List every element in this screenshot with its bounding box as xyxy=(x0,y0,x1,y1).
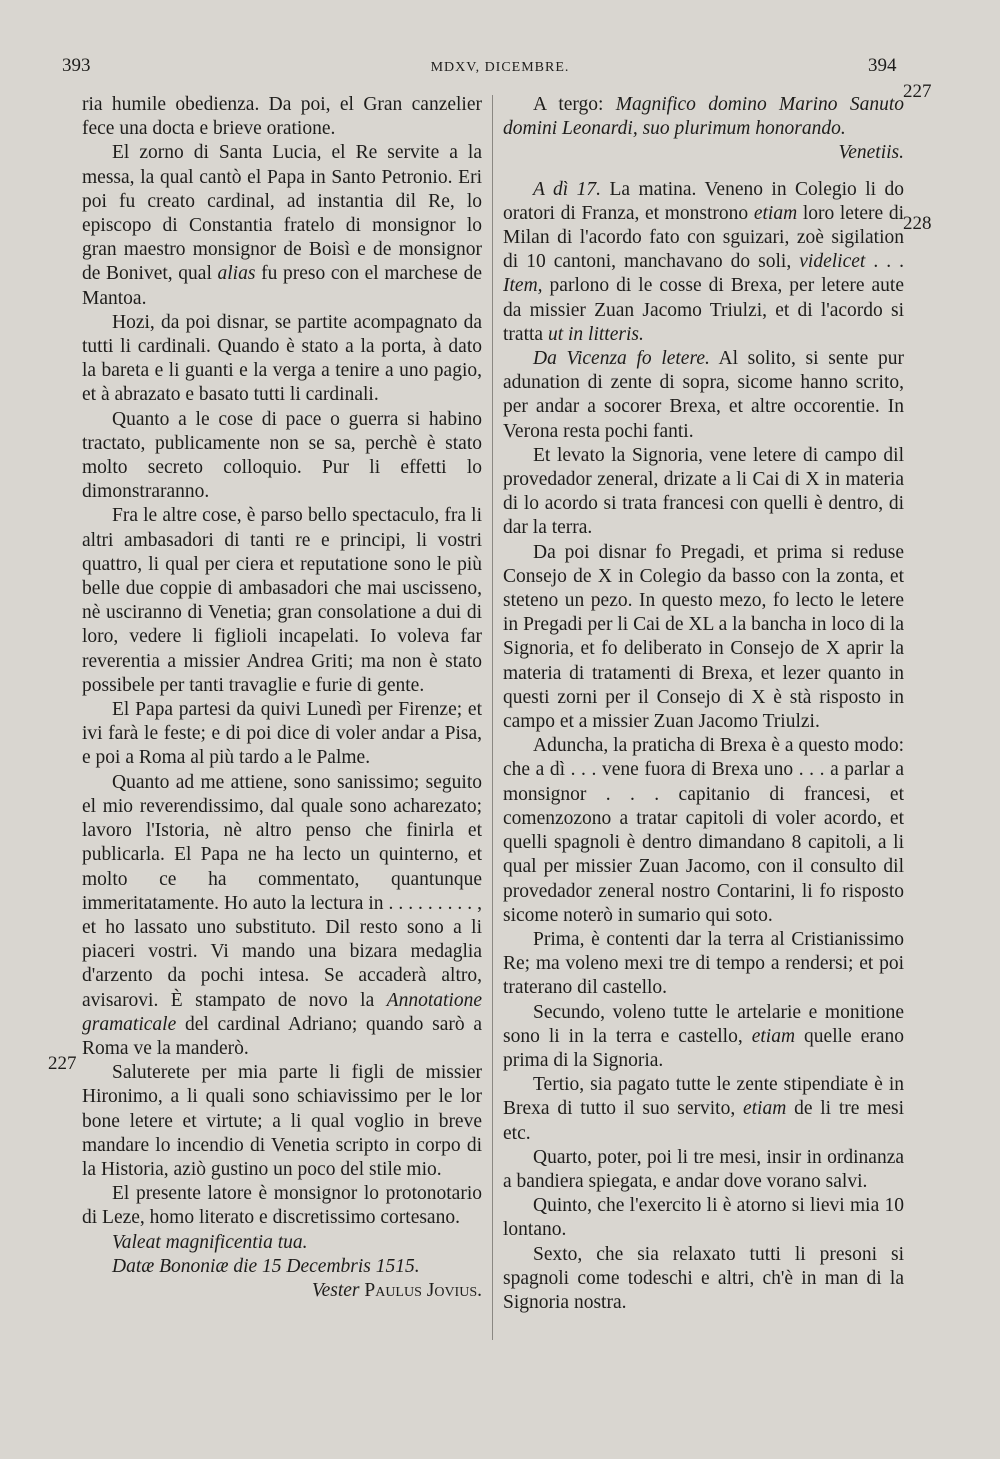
paragraph: Quarto, poter, poi li tre mesi, insir in ordinanza a bandiera spiegata, e andar dove vorano salvi. xyxy=(503,1146,904,1192)
left-column xyxy=(82,93,482,1303)
paragraph: Aduncha, la praticha di Brexa è a questo modo: che a dì . . . vene fuora di Brexa uno . . . a parlar a monsignor . . . capitanio di francesi, et comenzozono a tratar capitoli di voler acordo, et quelli spagnoli è dentro dimandano 8 capitoli, a li qual per missier Zuan Jacomo, con il consulto dil provedador zeneral nostro Contarini, li fo risposto sicome noterò in sumario qui soto. xyxy=(503,735,904,926)
address: A tergo: Magnifico domino Marino Sanuto domini Leonardi, suo plurimum honorando. xyxy=(503,94,905,140)
page-number-left: 393 xyxy=(62,55,91,76)
paragraph: Fra le altre cose, è parso bello spectaculo, fra li altri ambasadori di tanti re e principi, li vostri quattro, li qual per ciera et reputatione sono le più belle due coppie di ambasadori che mai uscisseno, nè usciranno di Venetia; gran consolatione a dui di loro, vedere li figlioli incapelati. Io voleva far reverentia a missier Andrea Griti; ma non è stato possibele per tanti travaglie e furie di gente. xyxy=(82,505,482,696)
paragraph: Quanto ad me attiene, sono sanissimo; seguito el mio reverendissimo, dal quale sono acharezato; lavoro l'Istoria, nè altro penso che finirla et publicarla. El Papa ne ha lecto un quinterno, et molto ce ha commentato, quantunque immeritatamente. Ho auto la lectura in . . . . . . . . . , et ho lassato uno substituto. Dil resto sono a li piaceri vostri. Vi mando una bizara medaglia d'arzento da pochi intesa. Se accaderà altro, avisarovi. È stampato de novo la Annotatione gramaticale del cardinal Adriano; quando sarò a Roma ve la manderò. xyxy=(82,771,483,1059)
page-number-right: 394 xyxy=(868,55,897,76)
paragraph: El presente latore è monsignor lo protonotario di Leze, homo literato e discretissimo cortesano. xyxy=(82,1183,482,1229)
paragraph: Prima, è contenti dar la terra al Cristianissimo Re; ma voleno mexi tre di tempo a rendersi; et poi traterano dil castello. xyxy=(503,928,904,999)
paragraph: Quanto a le cose di pace o guerra si habino tractato, publicamente non se sa, perchè è stato molto secreto colloquio. Pur li effetti lo dimonstraranno. xyxy=(82,408,482,503)
paragraph: Saluterete per mia parte li figli de missier Hironimo, a li quali sono schiavissimo per le lor bone letere et virtute; a li qual voglio in breve mandare lo incendio di Venetia scripto in corpo di la Historia, aziò gustino un poco del stile mio. xyxy=(82,1062,482,1180)
address-place: Venetiis. xyxy=(838,142,904,164)
paragraph: Quinto, che l'exercito li è atorno si lievi mia 10 lontano. xyxy=(503,1195,904,1241)
paragraph: Tertio, sia pagato tutte le zente stipendiate è in Brexa di tutto il suo servito, etiam de li tre mesi etc. xyxy=(503,1074,905,1144)
paragraph: El zorno di Santa Lucia, el Re servite a la messa, la qual cantò el Papa in Santo Petronio. Eri poi fu creato cardinal, ad instantia dil Re, lo episcopo di Constantia fratelo di monsignor lo gran maestro monsignor de Boisì e de monsignor de Bonivet, qual alias fu preso con el marchese de Mantoa. xyxy=(82,142,483,309)
paragraph: Secundo, voleno tutte le artelarie e monitione sono li in la terra e castello, etiam quelle erano prima di la Signoria. xyxy=(503,1001,904,1071)
paragraph: Da Vicenza fo letere. Al solito, si sente pur adunation di zente di sopra, sicome hanno scrito, per andar a socorer Brexa, et altre occorentie. In Verona resta pochi fanti. xyxy=(503,348,904,442)
valediction: Valeat magnificentia tua. xyxy=(112,1231,308,1253)
margin-number-right-2: 228 xyxy=(903,213,932,234)
signature: Vester Paulus Jovius. xyxy=(311,1279,482,1301)
paragraph: El Papa partesi da quivi Lunedì per Firenze; et ivi farà le feste; e di poi dice di voler andar a Pisa, e poi a Roma al più tardo a le Palme. xyxy=(82,699,482,769)
paragraph: A dì 17. La matina. Veneno in Colegio li do oratori di Franza, et monstrono etiam loro letere di Milan di l'acordo fato con sguizari, zoè sigilation di 10 cantoni, manchavano do soli, videlicet . . . Item, parlono di le cosse di Brexa, per letere aute da missier Zuan Jacomo Triulzi, et di l'acordo si tratta ut in litteris. xyxy=(503,178,905,345)
right-column xyxy=(503,93,904,1315)
paragraph: Hozi, da poi disnar, se partite acompagnato da tutti li cardinali. Quando è stato a la porta, à dato la bareta e li guanti e la verga a tenire a uno pagio, et à abrazato e basato tutti li cardinali. xyxy=(82,311,482,406)
paragraph: ria humile obedienza. Da poi, el Gran canzelier fece una docta e brieve oratione. xyxy=(82,94,482,140)
paragraph: Da poi disnar fo Pregadi, et prima si reduse Consejo de X in Colegio da basso con la zonta, et steteno un pezo. In questo mezo, fo lecto le letere in Pregadi per li Cai de XL a la bancha in loco di la Signoria, et fo deliberato in Consejo de X aprir la materia di tratamenti di Brexa, et lezer quanto in questi zorni per il Consejo di X è stà risposto in campo et a missier Zuan Jacomo Triulzi. xyxy=(503,541,904,733)
paragraph: Et levato la Signoria, vene letere di campo dil provedador zeneral, drizate a li Cai di X in materia di lo acordo si trata francesi con quelli è dentro, di dar la terra. xyxy=(503,444,904,539)
column-divider xyxy=(492,95,493,1340)
running-title: MDXV, DICEMBRE. xyxy=(430,60,570,75)
paragraph: Sexto, che sia relaxato tutti li presoni si spagnoli come todeschi e altri, ch'è in man di la Signoria nostra. xyxy=(503,1243,904,1313)
margin-number-right-1: 227 xyxy=(903,81,932,102)
margin-number-left: 227 xyxy=(48,1053,77,1074)
dateline: Datæ Bononiæ die 15 Decembris 1515. xyxy=(112,1255,420,1277)
